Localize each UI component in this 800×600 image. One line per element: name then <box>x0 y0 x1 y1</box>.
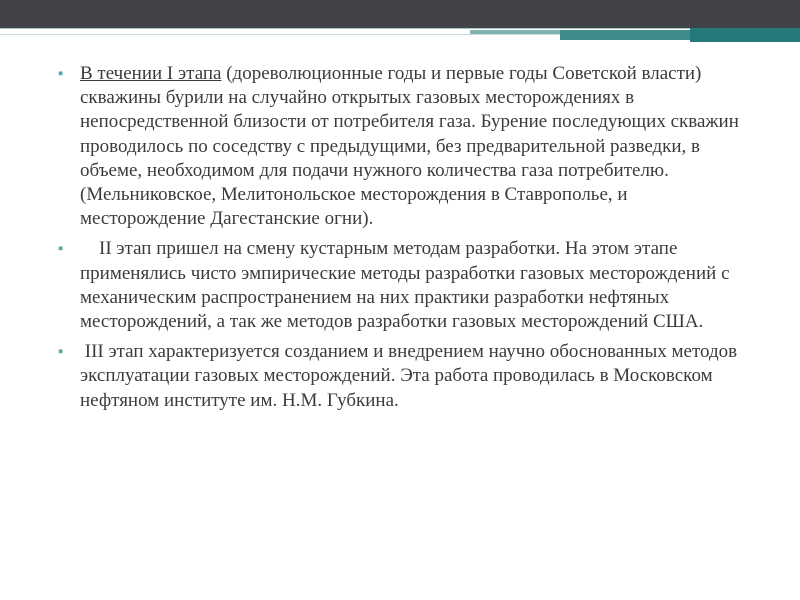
stage-1-text: (дореволюционные годы и первые годы Советской власти) скважины бурили на случайно открытых газовых месторождениях в непосредственной близости от потребителя газа. Бурение последующих скважин проводилось по соседству с предыдущими, без предварительной разведки, в объеме, необходимом для подачи нужного количества газа потребителю. (Мельниковское, Мелитонольское месторождения в Ставрополье, и месторождение Дагестанские огни). <box>80 63 739 230</box>
stage-3-text: III этап характеризуется созданием и внедрением научно обоснованных методов эксплуатации газовых месторождений. Эта работа проводилась в Московском нефтяном институте им. Н.М. Губкина. <box>80 341 742 411</box>
paragraph-stage-1 <box>56 62 746 231</box>
bullet-icon: ▪ <box>58 66 64 82</box>
teal-strip-dark <box>690 28 800 42</box>
bullet-icon: ▪ <box>58 241 64 258</box>
paragraph-stage-3 <box>56 340 746 413</box>
accent-line <box>0 28 800 29</box>
slide-top-band <box>0 0 800 28</box>
stage-2-text: II этап пришел на смену кустарным методам разработки. На этом этапе применялись чисто эмпирические методы разработки газовых месторождений с механическим распространением на них практики разработки нефтяных месторождений, а так же методов разработки газовых месторождений США. <box>80 238 735 333</box>
slide-body <box>56 62 746 419</box>
paragraph-stage-2 <box>56 237 746 334</box>
stage-1-lead: В течении I этапа <box>80 63 222 84</box>
bullet-icon: ▪ <box>58 344 64 361</box>
